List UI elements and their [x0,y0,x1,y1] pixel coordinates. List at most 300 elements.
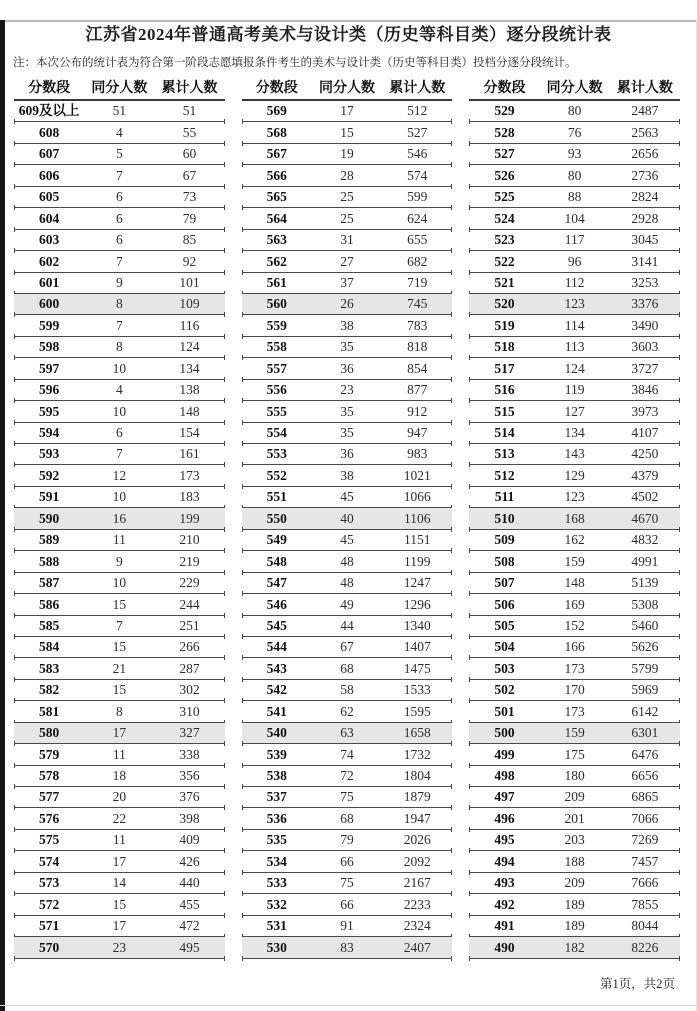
cumulative-cell: 4107 [631,425,659,441]
count-cell: 25 [340,189,354,205]
cumulative-cell: 3603 [631,339,659,355]
cumulative-cell: 2824 [631,189,659,205]
count-cell: 63 [340,725,354,741]
score-cell: 595 [38,403,60,419]
table-row [469,830,680,851]
count-cell: 36 [340,446,354,462]
count-cell: 10 [112,575,127,591]
cumulative-cell: 199 [179,510,200,526]
table-row [242,594,453,615]
table-row [14,423,225,444]
cumulative-cell: 783 [407,317,428,333]
table-row [242,916,453,937]
score-cell: 500 [494,725,515,741]
count-cell: 21 [112,660,127,676]
table-row [469,251,680,272]
count-cell: 173 [564,703,585,719]
cumulative-cell: 109 [179,296,200,312]
table-row [242,122,453,143]
cumulative-cell: 4502 [631,489,659,505]
score-cell: 527 [494,146,515,162]
score-cell: 570 [38,939,60,955]
cumulative-cell: 6656 [631,768,659,784]
table-row [14,144,225,165]
cumulative-cell: 1947 [403,810,431,826]
score-cell: 557 [266,360,287,376]
table-row [469,658,680,679]
table-row [14,830,225,851]
cumulative-cell: 7855 [631,896,659,912]
table-row [14,508,225,529]
table-row [469,487,680,508]
cumulative-cell: 4250 [631,446,659,462]
score-cell: 543 [266,660,287,676]
count-cell: 58 [340,682,354,698]
count-cell: 6 [115,189,123,205]
count-cell: 67 [340,639,354,655]
table-row [469,144,680,165]
count-cell: 6 [115,210,123,226]
table-row [242,465,453,486]
table-row [242,508,453,529]
table-row [14,165,225,186]
count-cell: 80 [567,167,582,183]
cumulative-cell: 229 [179,575,200,591]
score-cell: 567 [266,146,287,162]
count-cell: 68 [340,810,354,826]
table-row [14,851,225,872]
table-row [469,916,680,937]
score-cell: 554 [266,425,287,441]
score-cell: 550 [266,510,287,526]
table-row [14,101,225,122]
score-cell: 576 [38,810,60,826]
cumulative-cell: 5969 [631,682,659,698]
count-cell: 80 [567,103,582,119]
cumulative-cell: 3490 [631,317,659,333]
table-row [469,851,680,872]
score-cell: 540 [266,725,287,741]
count-cell: 88 [567,189,582,205]
count-cell: 25 [340,210,354,226]
score-table-609-570 [14,78,225,959]
count-cell: 152 [564,617,585,633]
count-cell: 134 [564,425,585,441]
cumulative-cell: 8226 [631,939,659,955]
table-row [469,637,680,658]
score-cell: 571 [38,918,60,934]
score-cell: 519 [494,317,515,333]
table-row [14,766,225,787]
count-cell: 127 [564,403,585,419]
cumulative-cell: 2167 [403,875,431,891]
cumulative-cell: 1804 [403,768,431,784]
score-cell: 537 [266,789,287,805]
score-cell: 605 [38,189,60,205]
score-cell: 580 [38,725,60,741]
cumulative-cell: 1066 [403,489,431,505]
column-header: 分数段 [255,80,298,96]
table-row [242,101,453,122]
table-row [469,122,680,143]
table-row [242,616,453,637]
cumulative-cell: 1475 [403,660,431,676]
table-row [242,851,453,872]
table-row [14,251,225,272]
cumulative-cell: 1247 [403,575,431,591]
score-cell: 579 [38,746,60,762]
score-cell: 492 [494,896,515,912]
cumulative-cell: 210 [179,532,200,548]
count-cell: 18 [112,768,127,784]
cumulative-cell: 79 [182,210,197,226]
cumulative-cell: 3727 [631,360,659,376]
count-cell: 31 [340,232,354,248]
cumulative-cell: 4832 [631,532,659,548]
cumulative-cell: 7269 [631,832,659,848]
cumulative-cell: 266 [179,639,200,655]
count-cell: 201 [564,810,585,826]
score-cell: 499 [494,746,515,762]
table-row [469,187,680,208]
table-row [242,573,453,594]
score-cell: 593 [38,446,60,462]
cumulative-cell: 2928 [631,210,659,226]
score-cell: 508 [494,553,515,569]
cumulative-cell: 495 [179,939,200,955]
count-cell: 209 [564,789,585,805]
score-cell: 544 [266,639,287,655]
score-cell: 609及以上 [18,103,80,119]
score-cell: 515 [494,403,515,419]
table-row [14,487,225,508]
count-cell: 10 [112,489,127,505]
count-cell: 6 [115,232,123,248]
table-row [242,315,453,336]
count-cell: 15 [112,639,127,655]
score-cell: 529 [494,103,515,119]
table-row [469,315,680,336]
score-cell: 509 [494,532,515,548]
score-cell: 577 [38,789,60,805]
table-row [469,937,680,958]
cumulative-cell: 1533 [403,682,431,698]
cumulative-cell: 1407 [403,639,431,655]
cumulative-cell: 983 [407,446,428,462]
score-cell: 608 [38,124,60,140]
count-cell: 35 [340,339,354,355]
score-cell: 532 [266,896,287,912]
table-row [14,723,225,744]
count-cell: 119 [564,382,585,398]
count-cell: 17 [112,918,127,934]
count-cell: 148 [564,575,585,591]
cumulative-cell: 92 [182,253,197,269]
count-cell: 180 [564,768,585,784]
score-cell: 591 [38,489,60,505]
count-cell: 37 [340,274,354,290]
cumulative-cell: 3376 [631,296,659,312]
count-cell: 15 [112,682,127,698]
count-cell: 38 [340,317,354,333]
table-row [14,894,225,915]
score-cell: 575 [38,832,60,848]
score-cell: 604 [38,210,60,226]
cumulative-cell: 1199 [403,553,431,569]
count-cell: 23 [112,939,127,955]
table-row [14,401,225,422]
score-cell: 536 [266,810,287,826]
cumulative-cell: 1296 [403,596,431,612]
score-cell: 503 [494,660,515,676]
score-cell: 534 [266,853,287,869]
cumulative-cell: 4670 [631,510,659,526]
score-cell: 552 [266,467,287,483]
table-row [242,808,453,829]
cumulative-cell: 912 [407,403,428,419]
cumulative-cell: 6301 [631,725,659,741]
count-cell: 38 [340,467,354,483]
score-cell: 602 [38,253,60,269]
table-row [14,616,225,637]
count-cell: 17 [112,725,127,741]
score-cell: 607 [38,146,60,162]
count-cell: 17 [340,103,354,119]
table-row [14,744,225,765]
score-cell: 497 [494,789,515,805]
table-row [469,680,680,701]
count-cell: 162 [564,532,585,548]
score-cell: 600 [38,296,60,312]
score-cell: 599 [38,317,60,333]
cumulative-cell: 655 [407,232,428,248]
count-cell: 143 [564,446,585,462]
score-cell: 501 [494,703,515,719]
score-cell: 491 [494,918,515,934]
table-row [14,573,225,594]
score-cell: 524 [494,210,515,226]
table-row [14,380,225,401]
count-cell: 189 [564,896,585,912]
score-cell: 553 [266,446,287,462]
cumulative-cell: 574 [407,167,428,183]
table-row [242,273,453,294]
cumulative-cell: 356 [179,768,200,784]
cumulative-cell: 7457 [631,853,659,869]
table-row [469,165,680,186]
cumulative-cell: 854 [407,360,428,376]
count-cell: 75 [340,789,354,805]
count-cell: 16 [112,510,127,526]
column-header: 累计人数 [389,80,446,96]
cumulative-cell: 6476 [631,746,659,762]
cumulative-cell: 409 [179,832,200,848]
score-cell: 596 [38,382,60,398]
score-cell: 526 [494,167,515,183]
cumulative-cell: 3045 [631,232,659,248]
count-cell: 113 [564,339,585,355]
table-row [242,658,453,679]
table-row [242,294,453,315]
count-cell: 75 [340,875,354,891]
count-cell: 91 [340,918,354,934]
score-tables-container [14,78,680,959]
score-cell: 510 [494,510,515,526]
cumulative-cell: 1732 [403,746,431,762]
score-cell: 569 [266,103,287,119]
count-cell: 68 [340,660,354,676]
cumulative-cell: 440 [179,875,200,891]
table-header-row [14,78,225,101]
score-cell: 586 [38,596,60,612]
cumulative-cell: 546 [407,146,428,162]
table-row [469,894,680,915]
cumulative-cell: 472 [179,918,200,934]
cumulative-cell: 1340 [403,617,431,633]
table-row [469,465,680,486]
cumulative-cell: 116 [179,317,200,333]
table-row [14,937,225,958]
cumulative-cell: 426 [179,853,200,869]
count-cell: 96 [567,253,582,269]
count-cell: 11 [112,532,126,548]
table-row [242,187,453,208]
cumulative-cell: 173 [179,467,200,483]
table-row [469,873,680,894]
score-table-529-490 [469,78,680,959]
score-cell: 581 [38,703,60,719]
table-row [469,766,680,787]
count-cell: 15 [340,124,354,140]
cumulative-cell: 5626 [631,639,659,655]
count-cell: 79 [340,832,354,848]
cumulative-cell: 5799 [631,660,659,676]
table-row [14,315,225,336]
cumulative-cell: 3973 [631,403,659,419]
count-cell: 66 [340,896,354,912]
score-cell: 505 [494,617,515,633]
table-row [469,208,680,229]
table-row [14,444,225,465]
table-row [242,701,453,722]
cumulative-cell: 877 [407,382,428,398]
table-row [242,380,453,401]
count-cell: 51 [112,103,127,119]
table-row [14,273,225,294]
count-cell: 36 [340,360,354,376]
table-row [14,208,225,229]
cumulative-cell: 67 [182,167,197,183]
table-row [14,337,225,358]
cumulative-cell: 6865 [631,789,659,805]
cumulative-cell: 527 [407,124,428,140]
table-row [242,830,453,851]
score-cell: 504 [494,639,515,655]
table-row [469,444,680,465]
table-row [469,744,680,765]
score-cell: 494 [494,853,515,869]
score-cell: 582 [38,682,60,698]
cumulative-cell: 251 [179,617,200,633]
score-cell: 496 [494,810,515,826]
count-cell: 15 [112,596,127,612]
count-cell: 8 [115,703,123,719]
count-cell: 26 [340,296,354,312]
score-cell: 541 [266,703,287,719]
count-cell: 159 [564,725,585,741]
column-header: 分数段 [483,80,526,96]
score-cell: 585 [38,617,60,633]
count-cell: 44 [340,617,354,633]
score-cell: 588 [38,553,60,569]
score-cell: 539 [266,746,287,762]
score-cell: 517 [494,360,515,376]
count-cell: 123 [564,296,585,312]
cumulative-cell: 4991 [631,553,659,569]
score-cell: 546 [266,596,287,612]
cumulative-cell: 4379 [631,467,659,483]
table-row [242,937,453,958]
cumulative-cell: 624 [407,210,428,226]
table-row [242,766,453,787]
score-cell: 562 [266,253,287,269]
table-row [242,423,453,444]
score-cell: 514 [494,425,515,441]
cumulative-cell: 1595 [403,703,431,719]
cumulative-cell: 161 [179,446,200,462]
count-cell: 117 [564,232,585,248]
cumulative-cell: 2026 [403,832,431,848]
table-row [242,337,453,358]
count-cell: 124 [564,360,585,376]
table-row [242,787,453,808]
count-cell: 76 [567,124,582,140]
cumulative-cell: 719 [407,274,428,290]
table-row [242,530,453,551]
table-row [14,787,225,808]
count-cell: 8 [115,339,123,355]
score-cell: 533 [266,875,287,891]
column-header: 累计人数 [161,80,218,96]
score-cell: 549 [266,532,287,548]
count-cell: 20 [112,789,127,805]
score-cell: 502 [494,682,515,698]
count-cell: 12 [112,467,127,483]
count-cell: 7 [115,167,123,183]
cumulative-cell: 947 [407,425,428,441]
score-cell: 530 [266,939,287,955]
score-cell: 572 [38,896,60,912]
table-row [14,808,225,829]
count-cell: 11 [112,746,126,762]
cumulative-cell: 3253 [631,274,659,290]
count-cell: 114 [564,317,585,333]
cumulative-cell: 51 [182,103,197,119]
table-row [14,122,225,143]
count-cell: 17 [112,853,127,869]
cumulative-cell: 2736 [631,167,659,183]
cumulative-cell: 2656 [631,146,659,162]
score-cell: 548 [266,553,287,569]
cumulative-cell: 8044 [631,918,659,934]
score-cell: 606 [38,167,60,183]
score-cell: 547 [266,575,287,591]
count-cell: 209 [564,875,585,891]
cumulative-cell: 512 [407,103,428,119]
count-cell: 45 [340,532,354,548]
cumulative-cell: 6142 [631,703,659,719]
cumulative-cell: 745 [407,296,428,312]
